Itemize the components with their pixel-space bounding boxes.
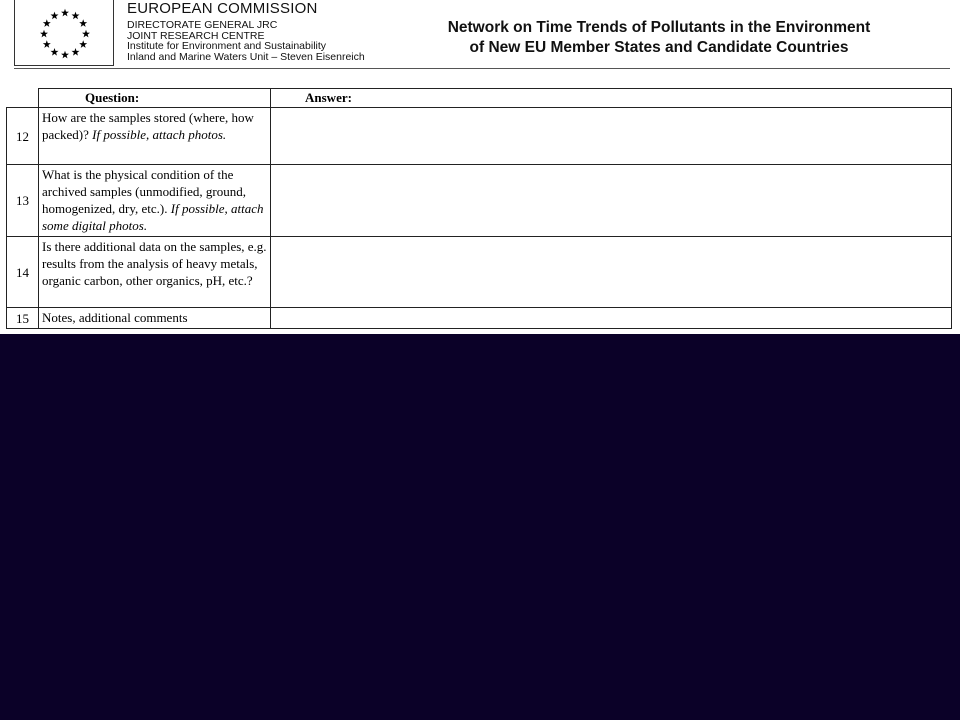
table-header-row xyxy=(7,89,952,108)
star-icon xyxy=(79,40,87,48)
table-row xyxy=(7,165,952,237)
question-italic-text: If possible, attach some digital photos. xyxy=(42,201,264,233)
organization-line: Inland and Marine Waters Unit – Steven Eisenreich xyxy=(127,50,365,63)
star-icon xyxy=(51,12,59,20)
eu-stars-icon xyxy=(37,8,93,60)
star-icon xyxy=(51,48,59,56)
organization-line: JOINT RESEARCH CENTRE xyxy=(127,29,265,42)
star-icon xyxy=(79,19,87,27)
table-row xyxy=(7,108,952,165)
question-plain-text: How are the samples stored (where, how packed)? xyxy=(42,110,254,142)
table-row xyxy=(7,308,952,329)
question-plain-text: What is the physical condition of the archived samples (unmodified, ground, homogenized, dry, etc.). xyxy=(42,167,246,216)
star-icon xyxy=(72,48,80,56)
question-plain-text: Is there additional data on the samples, e.g. results from the analysis of heavy metals, organic carbon, other organics, pH, etc.? xyxy=(42,239,267,288)
answer-cell[interactable] xyxy=(271,237,952,308)
answer-header: Answer: xyxy=(271,89,952,108)
question-italic-text: If possible, attach photos. xyxy=(92,127,227,142)
organization-line: Institute for Environment and Sustainability xyxy=(127,40,327,52)
document-header xyxy=(14,0,950,69)
organization-name: EUROPEAN COMMISSION xyxy=(127,0,318,17)
questionnaire-table xyxy=(6,88,952,329)
document-title-line-1: Network on Time Trends of Pollutants in the Environment xyxy=(447,19,871,36)
star-icon xyxy=(61,51,69,59)
question-number: 14 xyxy=(7,237,39,308)
answer-cell[interactable] xyxy=(271,165,952,237)
star-icon xyxy=(43,19,51,27)
eu-logo xyxy=(14,0,114,66)
table-row xyxy=(7,237,952,308)
answer-cell[interactable] xyxy=(271,308,952,329)
question-plain-text: Notes, additional comments xyxy=(42,310,188,325)
question-number: 15 xyxy=(7,308,39,329)
question-text xyxy=(39,237,271,308)
question-text xyxy=(39,108,271,165)
number-header-cell xyxy=(7,89,39,108)
document-title-line-2: of New EU Member States and Candidate Countries xyxy=(469,39,849,56)
question-header: Question: xyxy=(39,89,271,108)
answer-cell[interactable] xyxy=(271,108,952,165)
star-icon xyxy=(72,12,80,20)
question-text xyxy=(39,165,271,237)
question-text xyxy=(39,308,271,329)
question-number: 12 xyxy=(7,108,39,165)
star-icon xyxy=(43,40,51,48)
star-icon xyxy=(61,9,69,17)
star-icon xyxy=(82,30,90,38)
dark-background-panel xyxy=(0,334,960,720)
question-number: 13 xyxy=(7,165,39,237)
organization-line: DIRECTORATE GENERAL JRC xyxy=(127,19,278,31)
document-title xyxy=(414,18,904,58)
organization-block xyxy=(127,0,365,62)
star-icon xyxy=(40,30,48,38)
